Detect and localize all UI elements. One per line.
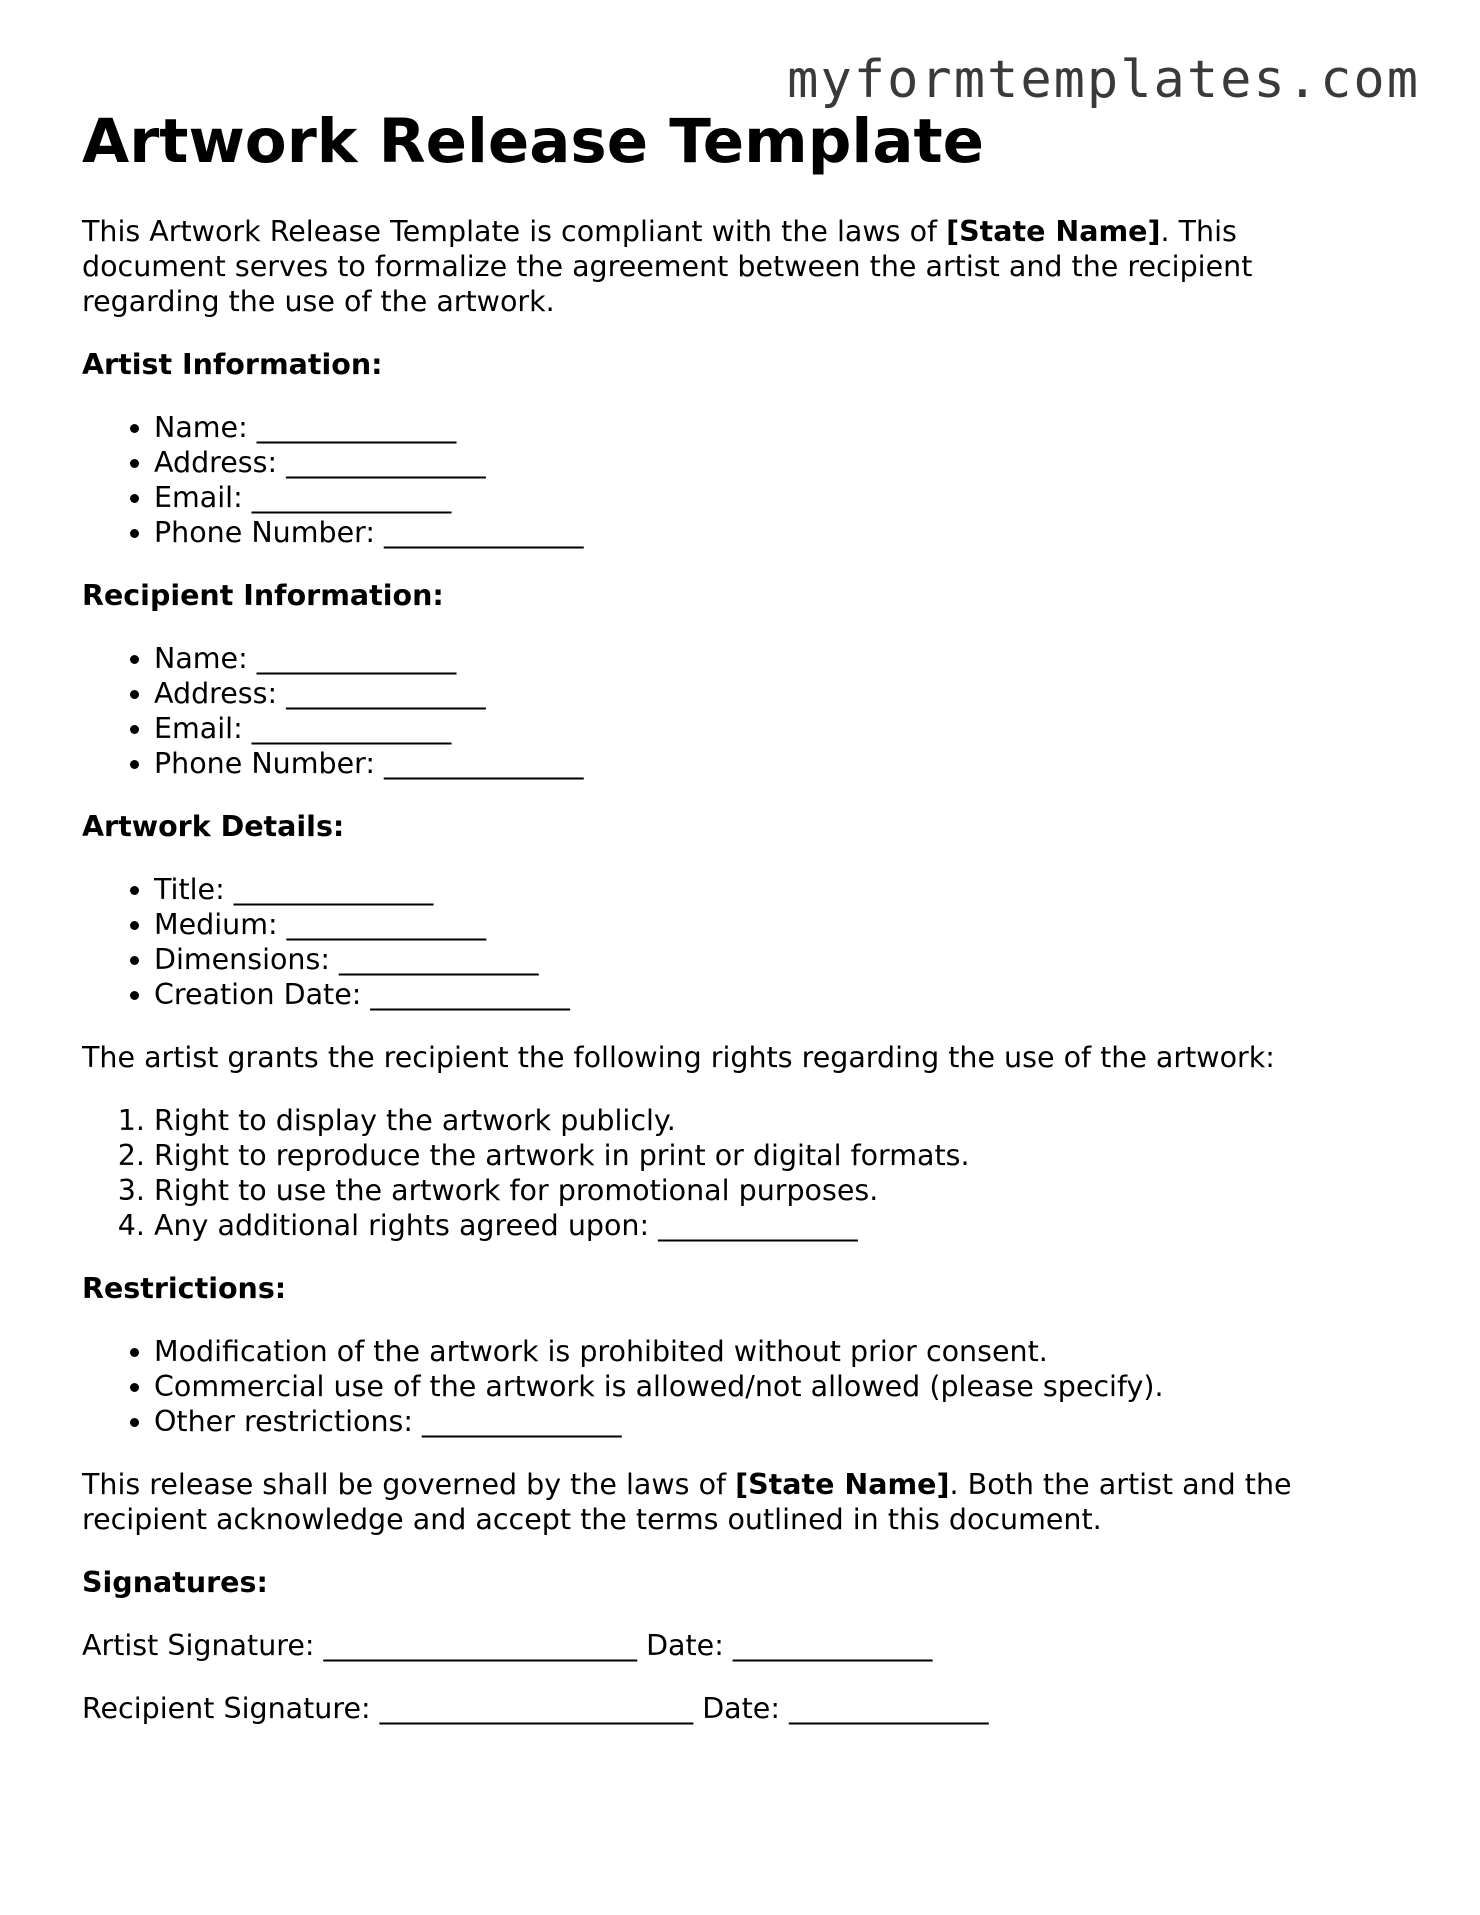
list-item: • Commercial use of the artwork is allowed/not allowed (please specify). bbox=[154, 1369, 1382, 1404]
restrictions-heading: Restrictions: bbox=[82, 1272, 287, 1305]
list-item: • Phone Number: ______________ bbox=[154, 746, 1382, 781]
artist-info-list bbox=[82, 410, 1382, 550]
list-item: • Address: ______________ bbox=[154, 676, 1382, 711]
recipient-info-heading: Recipient Information: bbox=[82, 579, 444, 612]
list-item: • Email: ______________ bbox=[154, 480, 1382, 515]
artist-info-heading: Artist Information: bbox=[82, 348, 383, 381]
list-item: • Other restrictions: ______________ bbox=[154, 1404, 1382, 1439]
artwork-details-list bbox=[82, 872, 1382, 1012]
list-item: • Title: ______________ bbox=[154, 872, 1382, 907]
list-item: 2. Right to reproduce the artwork in print or digital formats. bbox=[154, 1138, 1382, 1173]
governing-text-before: This release shall be governed by the laws of bbox=[82, 1468, 736, 1501]
list-item: • Medium: ______________ bbox=[154, 907, 1382, 942]
governing-text-after: . Both the artist and the recipient acknowledge and accept the terms outlined in this document. bbox=[82, 1468, 1292, 1536]
list-item: • Name: ______________ bbox=[154, 410, 1382, 445]
list-item: • Dimensions: ______________ bbox=[154, 942, 1382, 977]
artwork-details-heading: Artwork Details: bbox=[82, 810, 345, 843]
watermark: myformtemplates.com bbox=[787, 50, 1420, 110]
intro-state-placeholder: [State Name] bbox=[946, 215, 1161, 248]
list-item: • Modification of the artwork is prohibited without prior consent. bbox=[154, 1334, 1382, 1369]
list-item: • Address: ______________ bbox=[154, 445, 1382, 480]
signatures-heading: Signatures: bbox=[82, 1566, 268, 1599]
list-item: 3. Right to use the artwork for promotional purposes. bbox=[154, 1173, 1382, 1208]
recipient-signature-line: Recipient Signature: ______________________ Date: ______________ bbox=[82, 1692, 989, 1725]
recipient-info-list bbox=[82, 641, 1382, 781]
rights-list bbox=[82, 1103, 1382, 1243]
list-item: • Name: ______________ bbox=[154, 641, 1382, 676]
intro-paragraph bbox=[82, 214, 1322, 319]
list-item: • Phone Number: ______________ bbox=[154, 515, 1382, 550]
list-item: • Email: ______________ bbox=[154, 711, 1382, 746]
restrictions-list bbox=[82, 1334, 1382, 1439]
intro-text-after: . This document serves to formalize the agreement between the artist and the recipient regarding the use of the artwork. bbox=[82, 215, 1253, 318]
intro-text-before: This Artwork Release Template is compliant with the laws of bbox=[82, 215, 947, 248]
document-body bbox=[82, 104, 1382, 1726]
list-item: 4. Any additional rights agreed upon: ______________ bbox=[154, 1208, 1382, 1243]
governing-law-paragraph bbox=[82, 1467, 1342, 1537]
list-item: 1. Right to display the artwork publicly. bbox=[154, 1103, 1382, 1138]
artist-signature-line: Artist Signature: ______________________ Date: ______________ bbox=[82, 1629, 933, 1662]
governing-state-placeholder: [State Name] bbox=[735, 1468, 950, 1501]
rights-intro: The artist grants the recipient the following rights regarding the use of the artwork: bbox=[82, 1041, 1275, 1074]
page-title: Artwork Release Template bbox=[82, 106, 985, 177]
list-item: • Creation Date: ______________ bbox=[154, 977, 1382, 1012]
